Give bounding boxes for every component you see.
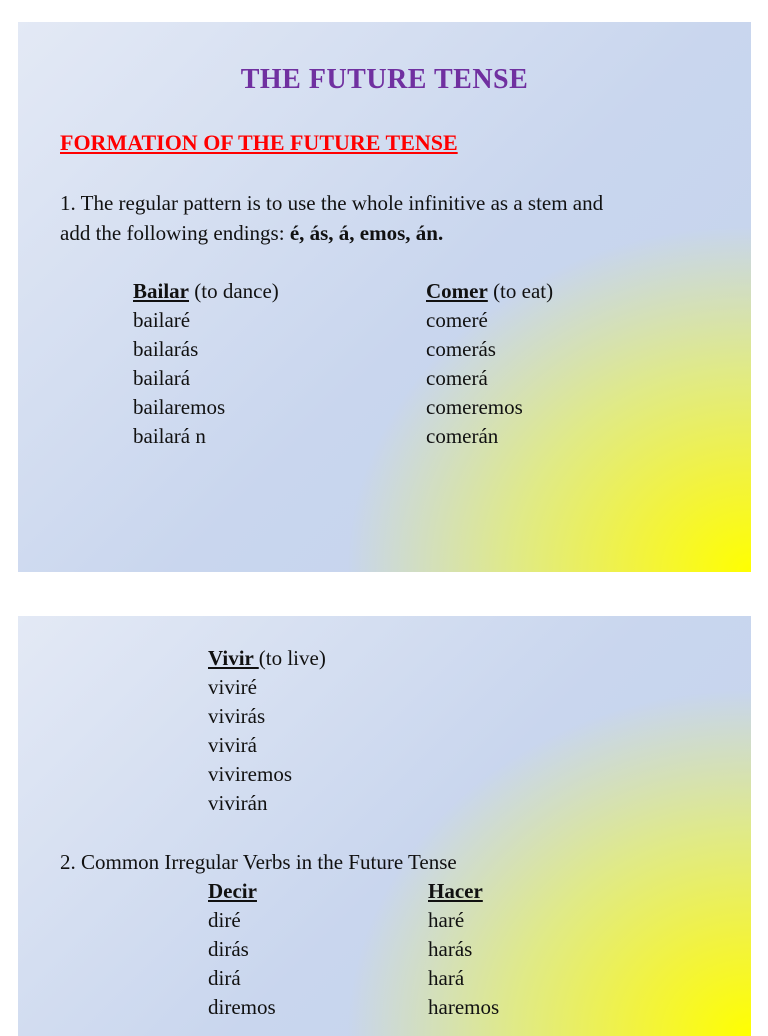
conjugation-hacer [428,877,499,1022]
conjugation-bailar [133,277,279,451]
conjugation-vivir [208,644,326,818]
verb-heading-comer [426,277,553,306]
verb-meaning: (to dance) [189,279,279,303]
verb-form: dirá [208,966,241,990]
verb-form: viviré [208,675,257,699]
slide-title: THE FUTURE TENSE [240,64,529,95]
section-heading: FORMATION OF THE FUTURE TENSE [60,130,458,155]
rule-line-1: 1. The regular pattern is to use the whole infinitive as a stem and [60,191,604,215]
verb-form: bailarás [133,337,199,361]
verb-name: Decir [208,879,257,903]
verb-meaning: (to live) [258,646,326,670]
irregular-heading: 2. Common Irregular Verbs in the Future Tense [60,850,457,874]
verb-form: comerás [426,337,496,361]
verb-form: vivirá [208,733,257,757]
verb-form: dirás [208,937,249,961]
verb-heading-vivir [208,644,326,673]
conjugation-decir [208,877,276,1022]
rule-line-2 [60,218,603,248]
verb-form: hará [428,966,465,990]
endings-list: é, ás, á, emos, án. [289,221,444,245]
verb-form: viviremos [208,762,292,786]
verb-name: Vivir [208,646,259,670]
verb-form: diré [208,908,241,932]
verb-form: haré [428,908,465,932]
slide-1 [18,22,751,572]
slide-2 [18,616,751,1036]
verb-form: harás [428,937,473,961]
verb-meaning: (to eat) [487,279,554,303]
verb-form: comerán [426,424,499,448]
conjugation-comer [426,277,553,451]
verb-form: bailará n [133,424,206,448]
verb-name: Comer [426,279,488,303]
verb-form: diremos [208,995,276,1019]
verb-heading-bailar [133,277,279,306]
verb-form: haremos [428,995,500,1019]
verb-name: Bailar [133,279,189,303]
verb-form: bailaré [133,308,191,332]
verb-form: bailaremos [133,395,226,419]
rule-line-2-text: add the following endings: [60,221,290,245]
verb-form: vivirás [208,704,266,728]
verb-name: Hacer [428,879,483,903]
verb-form: vivirán [208,791,268,815]
verb-form: bailará [133,366,191,390]
rule-paragraph [60,188,603,248]
verb-form: comerá [426,366,488,390]
verb-form: comeré [426,308,488,332]
verb-form: comeremos [426,395,523,419]
